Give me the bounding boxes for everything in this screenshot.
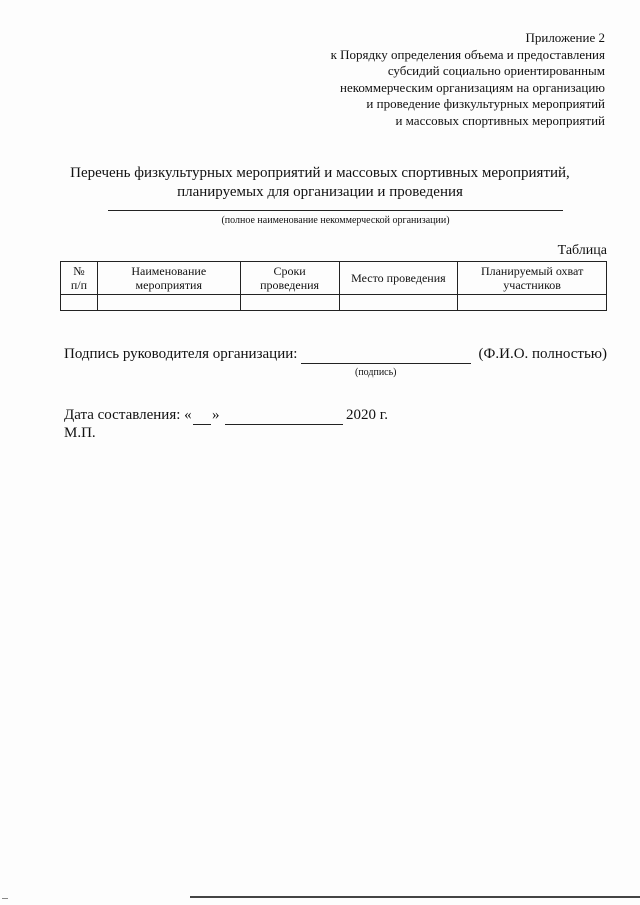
appendix-line: к Порядку определения объема и предоставления xyxy=(330,46,605,62)
table-header-row xyxy=(61,262,607,295)
header-line: мероприятия xyxy=(135,278,202,292)
date-month-field-line[interactable] xyxy=(225,424,343,425)
appendix-line: Приложение 2 xyxy=(525,30,605,45)
table-cell[interactable] xyxy=(61,295,98,311)
org-name-caption: (полное наименование некоммерческой организации) xyxy=(221,215,450,226)
header-line: проведения xyxy=(260,278,320,292)
table-cell[interactable] xyxy=(458,295,607,311)
appendix-line: некоммерческим организациям на организацию xyxy=(339,79,605,95)
header-line: Наименование xyxy=(131,264,207,278)
document-title xyxy=(0,164,640,202)
table-cell[interactable] xyxy=(339,295,458,311)
col-header-number xyxy=(61,262,98,295)
events-table xyxy=(60,261,607,311)
header-line: п/п xyxy=(70,278,88,292)
signature-caption: (подпись) xyxy=(355,367,397,378)
date-day-field-line[interactable] xyxy=(193,424,211,425)
header-line: № xyxy=(73,264,85,278)
org-name-field-line xyxy=(108,210,563,211)
header-line: Планируемый охват xyxy=(480,264,584,278)
signature-label: Подпись руководителя организации: xyxy=(64,346,298,362)
header-line: Сроки xyxy=(273,264,306,278)
date-year: 2020 г. xyxy=(346,407,388,423)
table-cell[interactable] xyxy=(240,295,339,311)
col-header-dates xyxy=(240,262,339,295)
table-cell[interactable] xyxy=(97,295,240,311)
appendix-line: субсидий социально ориентированным xyxy=(387,63,605,78)
header-line: Место проведения xyxy=(351,271,446,285)
signature-field-line[interactable] xyxy=(301,363,471,364)
date-quote-close: » xyxy=(212,407,220,423)
header-line: участников xyxy=(503,278,561,292)
scan-edge-rule xyxy=(190,896,640,898)
table-label: Таблица xyxy=(557,243,607,258)
date-label: Дата составления: « xyxy=(64,407,192,423)
signature-fio-label: (Ф.И.О. полностью) xyxy=(478,346,607,362)
col-header-participants xyxy=(458,262,607,295)
scan-edge-mark xyxy=(2,898,8,899)
appendix-line: и массовых спортивных мероприятий xyxy=(395,112,605,128)
col-header-venue xyxy=(339,262,458,295)
title-line-1: Перечень физкультурных мероприятий и массовых спортивных мероприятий, xyxy=(70,165,570,181)
appendix-block xyxy=(331,30,605,129)
appendix-line: и проведение физкультурных мероприятий xyxy=(366,96,605,111)
title-line-2: планируемых для организации и проведения xyxy=(177,184,463,200)
stamp-place-label: М.П. xyxy=(64,425,96,441)
col-header-event-name xyxy=(97,262,240,295)
table-row xyxy=(61,295,607,311)
